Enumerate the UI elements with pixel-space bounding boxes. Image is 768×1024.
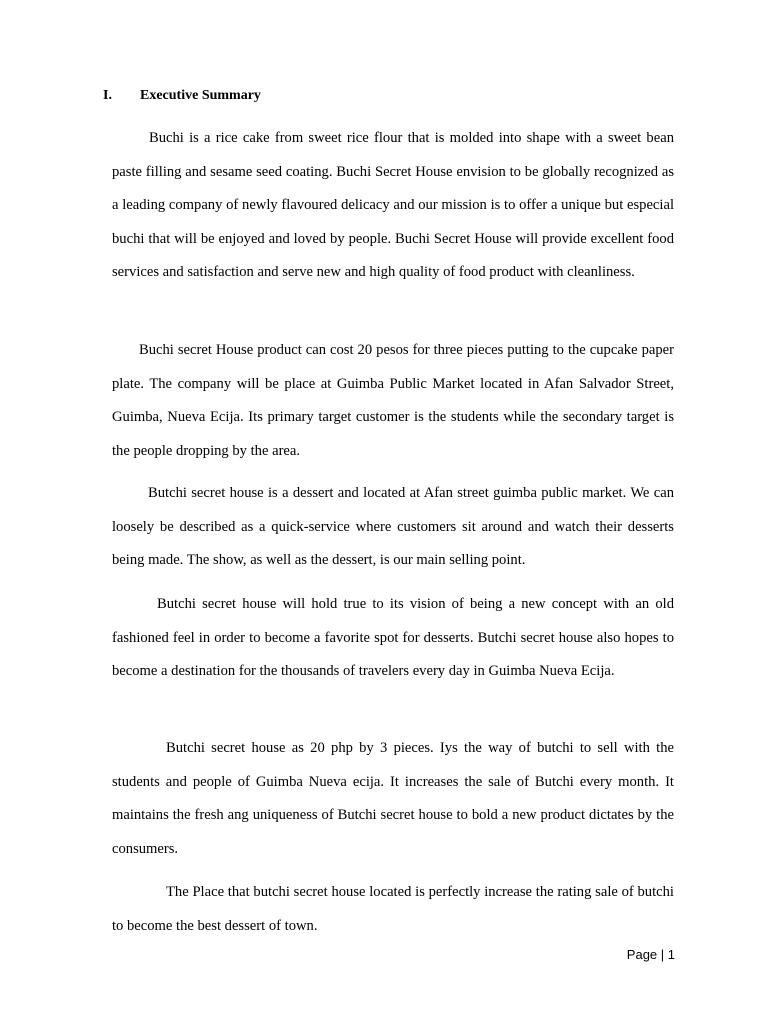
paragraph-product-description: Buchi is a rice cake from sweet rice flour that is molded into shape with a sweet bean paste filling and sesame seed coating. Buchi Secret House envision to be globally recognized as a leading company of newly flavoured delicacy and our mission is to offer a unique but especial buchi that will be enjoyed and loved by people. Buchi Secret House will provide excellent food services and satisfaction and serve new and high quality of food product with cleanliness.: [112, 130, 674, 280]
paragraph-quick-service: Butchi secret house is a dessert and located at Afan street guimba public market. We can loosely be described as a quick-service where customers sit around and watch their desserts being made. The show, as well as the dessert, is our main selling point.: [112, 485, 674, 568]
paragraph-vision: Butchi secret house will hold true to its vision of being a new concept with an old fashioned feel in order to become a favorite spot for desserts. Butchi secret house also hopes to become a destination for the thousands of travelers every day in Guimba Nueva Ecija.: [112, 596, 674, 679]
page-number: Page | 1: [626, 947, 675, 962]
section-title: Executive Summary: [140, 88, 261, 103]
section-number: I.: [103, 88, 112, 103]
section-heading: [103, 86, 261, 106]
paragraph-price-location: Buchi secret House product can cost 20 pesos for three pieces putting to the cupcake paper plate. The company will be place at Guimba Public Market located in Afan Salvador Street, Guimba, Nueva Ecija. Its primary target customer is the students while the secondary target is the people dropping by the area.: [112, 342, 674, 459]
paragraph-sales: Butchi secret house as 20 php by 3 pieces. Iys the way of butchi to sell with the students and people of Guimba Nueva ecija. It increases the sale of Butchi every month. It maintains the fresh ang uniqueness of Butchi secret house to bold a new product dictates by the consumers.: [112, 740, 674, 857]
paragraph-place: The Place that butchi secret house located is perfectly increase the rating sale of butchi to become the best dessert of town.: [112, 884, 674, 934]
